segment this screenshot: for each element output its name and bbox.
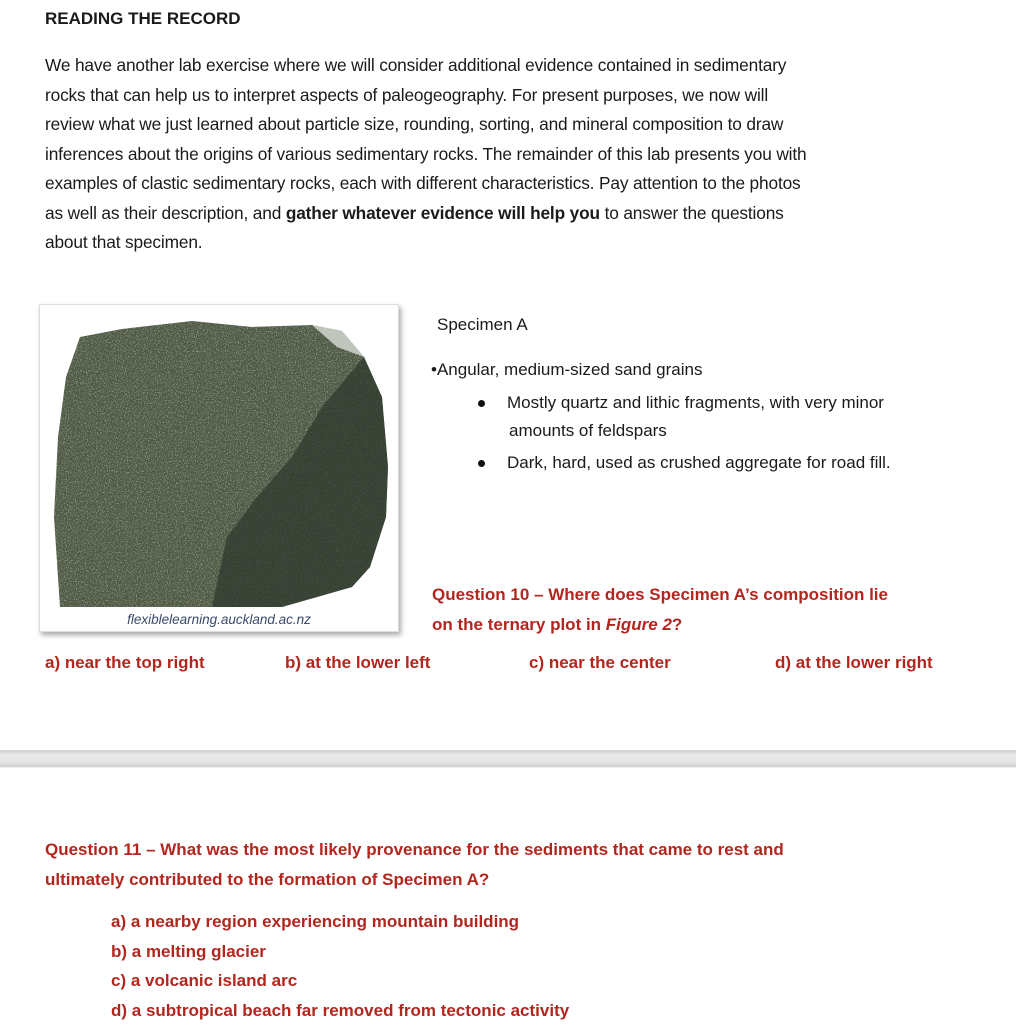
bullet-icon — [478, 400, 485, 407]
text: to answer the questions — [600, 203, 784, 223]
q11-option-c[interactable]: c) a volcanic island arc — [111, 966, 569, 996]
figure-reference: Figure 2 — [606, 615, 672, 634]
intro-paragraph — [45, 51, 806, 258]
specimen-title: Specimen A — [437, 315, 528, 335]
intro-line: examples of clastic sedimentary rocks, each with different characteristics. Pay attention to the photos — [45, 169, 806, 199]
q10-option-d[interactable]: d) at the lower right — [775, 653, 933, 673]
q11-option-d[interactable]: d) a subtropical beach far removed from tectonic activity — [111, 996, 569, 1025]
q10-option-c[interactable]: c) near the center — [529, 653, 671, 673]
text: Mostly quartz and lithic fragments, with very minor — [507, 393, 884, 412]
text: as well as their description, and — [45, 203, 286, 223]
bold-emphasis: gather whatever evidence will help you — [286, 203, 600, 223]
bullet-icon — [478, 460, 485, 467]
section-heading: READING THE RECORD — [45, 9, 241, 29]
specimen-photo-figure — [39, 304, 399, 632]
question-text: Question 10 – Where does Specimen A’s composition lie — [432, 580, 888, 610]
intro-line: rocks that can help us to interpret aspects of paleogeography. For present purposes, we now will — [45, 81, 806, 111]
text: on the ternary plot in — [432, 615, 606, 634]
q11-option-b[interactable]: b) a melting glacier — [111, 937, 569, 967]
q11-options — [111, 907, 569, 1025]
q11-option-a[interactable]: a) a nearby region experiencing mountain building — [111, 907, 569, 937]
question-10 — [432, 580, 888, 639]
specimen-sub-bullet — [478, 389, 884, 445]
intro-line: about that specimen. — [45, 228, 806, 258]
intro-line: inferences about the origins of various sedimentary rocks. The remainder of this lab presents you with — [45, 140, 806, 170]
specimen-bullet: •Angular, medium-sized sand grains — [431, 360, 702, 380]
q10-option-a[interactable]: a) near the top right — [45, 653, 205, 673]
page-break-divider — [0, 750, 1016, 768]
question-text: Question 11 – What was the most likely provenance for the sediments that came to rest and — [45, 835, 784, 865]
intro-line: We have another lab exercise where we will consider additional evidence contained in sedimentary — [45, 51, 806, 81]
intro-line: review what we just learned about particle size, rounding, sorting, and mineral composition to draw — [45, 110, 806, 140]
text: ? — [672, 615, 682, 634]
text: amounts of feldspars — [478, 421, 667, 440]
q10-option-b[interactable]: b) at the lower left — [285, 653, 430, 673]
specimen-sub-bullet — [478, 449, 891, 477]
question-11 — [45, 835, 784, 894]
rock-specimen-image — [52, 317, 388, 607]
question-text — [432, 610, 888, 640]
text: Dark, hard, used as crushed aggregate for road fill. — [507, 453, 891, 472]
photo-caption: flexiblelearning.auckland.ac.nz — [40, 612, 398, 627]
question-text: ultimately contributed to the formation of Specimen A? — [45, 865, 784, 895]
intro-line — [45, 199, 806, 229]
